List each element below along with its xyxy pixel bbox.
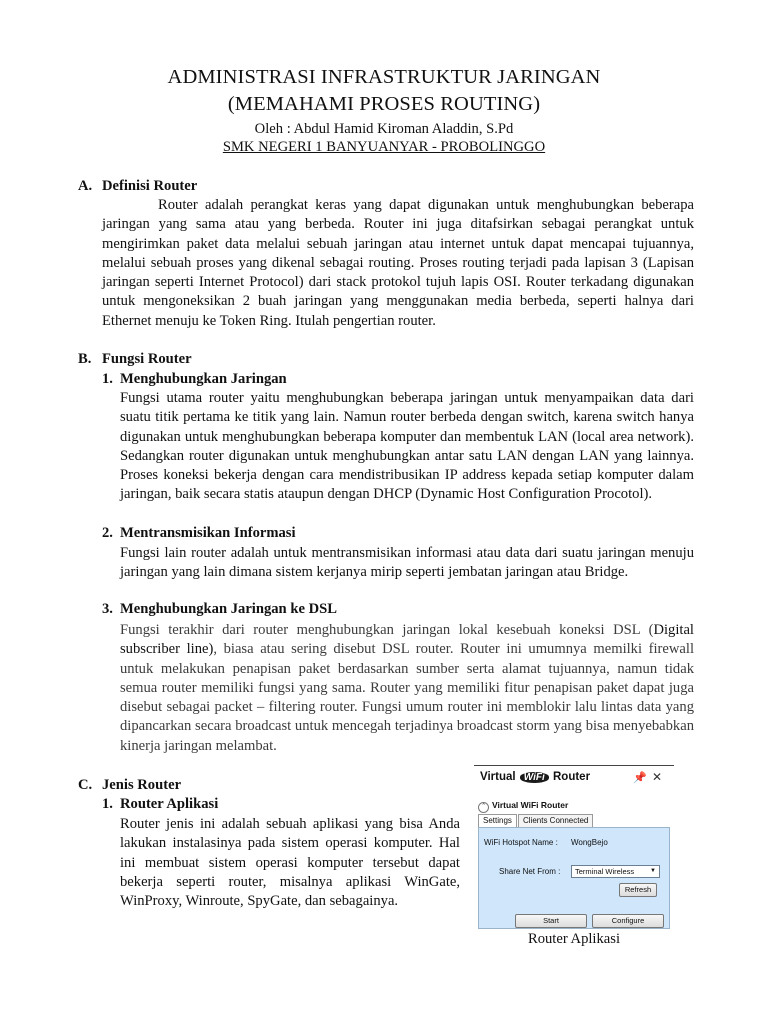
doc-title-line1: ADMINISTRASI INFRASTRUKTUR JARINGAN bbox=[167, 66, 601, 88]
subsection-b1-body: Fungsi utama router yaitu menghubungkan beberapa jaringan untuk menyampaikan data dari suatu titik pertama ke titik yang lain. Namun router berbeda dengan switch, karena switch hanya digunakan untuk menghubungkan beberapa komputer dan membentuk LAN (local area network). Sedangkan router digunakan untuk menghubungkan antar satu LAN dengan LAN yang lainnya. Proses koneksi bekerja dengan cara mendistribusikan IP address kepada setiap komputer dalam jaringan, baik secara statis ataupun dengan DHCP (Dynamic Host Configuration Procotol). bbox=[120, 390, 694, 503]
school-name: SMK NEGERI 1 BANYUANYAR - PROBOLINGGO bbox=[222, 139, 546, 155]
start-button[interactable]: Start bbox=[515, 914, 587, 928]
tab-clients-connected[interactable]: Clients Connected bbox=[518, 814, 593, 827]
hotspot-name-label: WiFi Hotspot Name : bbox=[484, 838, 558, 847]
app-title: Virtual WiFi Router bbox=[480, 771, 591, 783]
refresh-button[interactable]: Refresh bbox=[619, 883, 657, 897]
subsection-b2-body: Fungsi lain router adalah untuk mentransmisikan informasi atau data dari suatu jaringan menuju jaringan yang lain dimana sistem kerjanya mirip seperti jembatan jaringan atau Bridge. bbox=[120, 545, 694, 581]
subsection-c1-heading: 1. Router Aplikasi bbox=[102, 796, 219, 812]
share-net-select[interactable]: Terminal Wireless ▼ bbox=[571, 865, 660, 878]
subsection-b2-heading: 2. Mentransmisikan Informasi bbox=[102, 525, 296, 541]
doc-title-line2: (MEMAHAMI PROSES ROUTING) bbox=[227, 93, 541, 115]
share-net-label: Share Net From : bbox=[499, 867, 561, 876]
subsection-b3-heading: 3. Menghubungkan Jaringan ke DSL bbox=[102, 601, 337, 617]
subsection-c1-body: Router jenis ini adalah sebuah aplikasi yang bisa Anda lakukan instalasinya pada sistem operasi komputer. Hal ini membuat sistem operasi komputer tersebut dapat bekerja seperti router, misalnya aplikasi WinGate, WinProxy, Winroute, SpyGate, dan sebagainya. bbox=[120, 816, 460, 910]
section-b-heading: B. Fungsi Router bbox=[78, 351, 192, 367]
section-a-body: Router adalah perangkat keras yang dapat digunakan untuk menghubungkan beberapa jaringan yang sama atau yang berbeda. Router ini juga ditafsirkan sebagai perangkat untuk mengirimkan paket data melalui sebuah jaringan atau internet untuk dapat mencapai tujuannya, melalui sebuah proses yang dikenal sebagai routing. Proses routing terjadi pada lapisan 3 (Lapisan jaringan seperti Internet Protocol) dari stack protokol tujuh lapis OSI. Router terkadang digunakan untuk mengoneksikan 2 buah jaringan yang menggunakan media berbeda, seperti halnya dari Ethernet menuju ke Token Ring. Itulah pengertian router. bbox=[102, 197, 694, 329]
configure-button[interactable]: Configure bbox=[592, 914, 664, 928]
close-icon[interactable]: ✕ bbox=[652, 770, 663, 784]
hotspot-name-value[interactable]: WongBejo bbox=[571, 838, 608, 847]
app-subtitle: ˆ Virtual WiFi Router bbox=[478, 800, 568, 813]
collapse-chevron-icon[interactable]: ˆ bbox=[478, 802, 489, 813]
subsection-b1-heading: 1. Menghubungkan Jaringan bbox=[102, 371, 287, 387]
section-a-heading: A. Definisi Router bbox=[78, 178, 198, 194]
author-byline: Oleh : Abdul Hamid Kiroman Aladdin, S.Pd bbox=[254, 121, 514, 137]
section-c-heading: C. Jenis Router bbox=[78, 777, 182, 793]
settings-panel bbox=[478, 827, 670, 929]
pin-icon[interactable]: 📌 bbox=[633, 772, 647, 784]
wifi-logo: WiFi bbox=[520, 772, 549, 783]
subsection-b3-body: Fungsi terakhir dari router menghubungkan jaringan lokal kesebuah koneksi DSL (Digital subscriber line), biasa atau sering disebut DSL router. Router ini umumnya memilki firewall untuk melakukan penapisan paket berdasarkan sumber serta alamat tujuannya, namun tidak semua router memiliki fungsi yang sama. Router yang memiliki fitur penapisan paket dapat juga disebut sebagai packet – filtering router. Fungsi umum router ini memblokir lalu lintas data yang dipancarkan secara broadcast untuk mencegah terjadinya broadcast storm yang bisa menyebabkan kinerja jaringan melambat. bbox=[120, 622, 695, 754]
dropdown-arrow-icon: ▼ bbox=[650, 868, 656, 874]
figure-caption: Router Aplikasi bbox=[527, 931, 621, 947]
virtual-wifi-router-screenshot bbox=[474, 765, 674, 929]
tab-settings[interactable]: Settings bbox=[478, 814, 517, 827]
